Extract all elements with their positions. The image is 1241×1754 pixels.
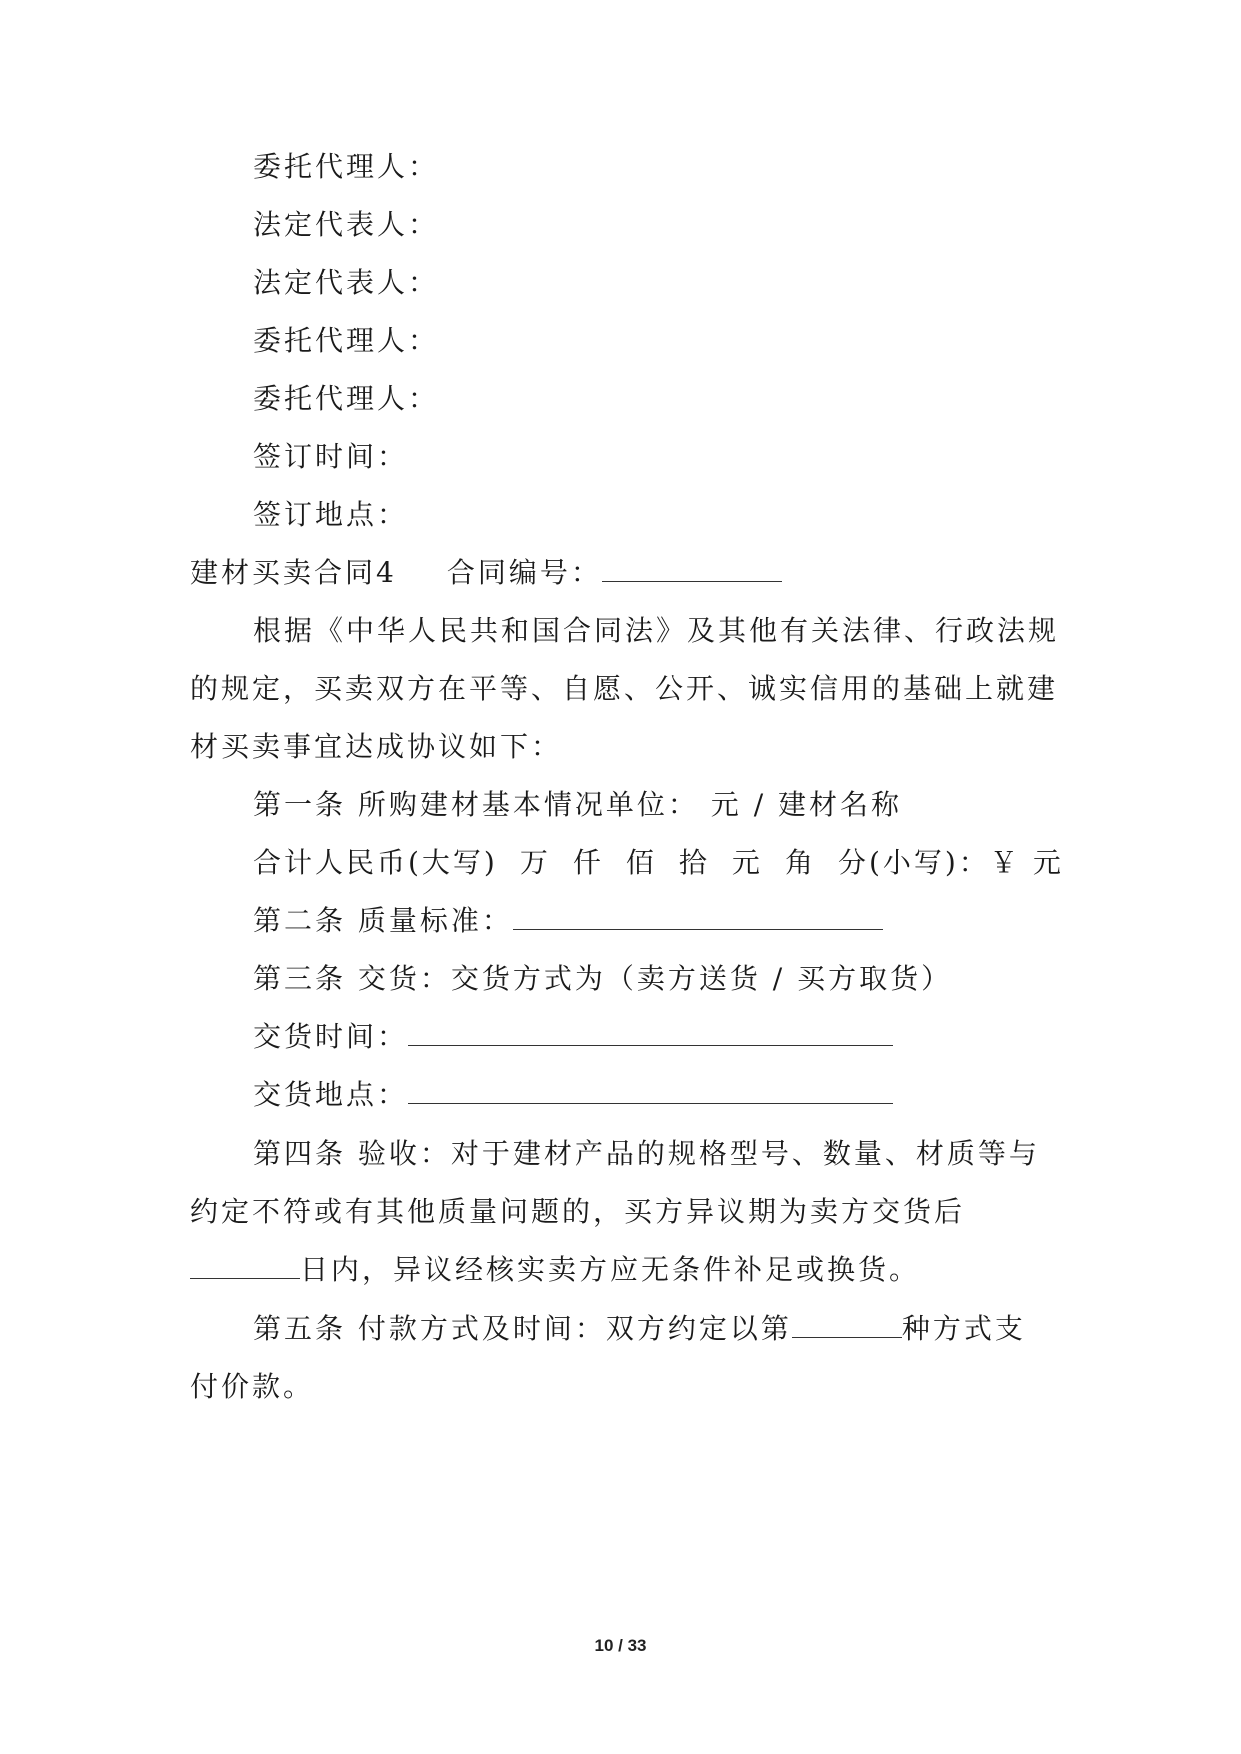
article-4-text-3: 日内，异议经核实卖方应无条件补足或换货。 <box>300 1253 921 1286</box>
article-1: 第一条 所购建材基本情况单位： 元 / 建材名称 <box>253 788 903 821</box>
article-4-line-3 <box>190 1250 920 1290</box>
delivery-time-label: 交货时间： <box>253 1020 409 1053</box>
objection-days-blank <box>190 1250 300 1279</box>
article-2-line <box>253 901 883 941</box>
quality-standard-blank <box>513 901 883 930</box>
article-5-text-a: 第五条 付款方式及时间：双方约定以第 <box>253 1312 792 1345</box>
unit-wan: 万 <box>519 846 551 879</box>
unit-qian: 仟 <box>572 846 604 879</box>
signing-time-line: 签订时间： <box>253 440 409 473</box>
legal-rep-line-2: 法定代表人： <box>253 266 440 299</box>
intro-line-3: 材买卖事宜达成协议如下： <box>190 730 563 763</box>
agent-line-1: 委托代理人： <box>253 150 440 183</box>
article-5-line-2: 付价款。 <box>190 1370 315 1403</box>
payment-method-blank <box>792 1309 902 1338</box>
total-amount-line <box>253 843 1064 883</box>
unit-shi: 拾 <box>678 846 710 879</box>
total-prefix: 合计人民币(大写) <box>253 846 498 879</box>
agent-line-3: 委托代理人： <box>253 382 440 415</box>
unit-bai: 佰 <box>625 846 657 879</box>
agent-line-2: 委托代理人： <box>253 324 440 357</box>
contract-title-line <box>190 553 782 593</box>
delivery-time-line <box>253 1017 893 1057</box>
total-end: 元 <box>1032 846 1064 879</box>
article-5-line-1 <box>253 1309 1026 1349</box>
signing-place-line: 签订地点： <box>253 498 409 531</box>
intro-line-1: 根据《中华人民共和国合同法》及其他有关法律、行政法规 <box>253 614 1060 647</box>
article-3: 第三条 交货：交货方式为（卖方送货 / 买方取货） <box>253 962 953 995</box>
delivery-place-blank <box>408 1075 893 1104</box>
contract-number-label: 合同编号： <box>446 556 602 589</box>
delivery-place-label: 交货地点： <box>253 1078 409 1111</box>
total-suffix: 分(小写)：￥ <box>837 846 1021 879</box>
legal-rep-line-1: 法定代表人： <box>253 208 440 241</box>
article-2: 第二条 质量标准： <box>253 904 513 937</box>
delivery-place-line <box>253 1075 893 1115</box>
unit-jiao: 角 <box>784 846 816 879</box>
page-number: 10 / 33 <box>594 1636 647 1655</box>
delivery-time-blank <box>408 1017 893 1046</box>
article-4-line-1: 第四条 验收：对于建材产品的规格型号、数量、材质等与 <box>253 1137 1040 1170</box>
article-4-line-2: 约定不符或有其他质量问题的，买方异议期为卖方交货后 <box>190 1195 966 1228</box>
unit-yuan: 元 <box>731 846 763 879</box>
intro-line-2: 的规定，买卖双方在平等、自愿、公开、诚实信用的基础上就建 <box>190 672 1059 705</box>
contract-title: 建材买卖合同4 <box>190 556 397 589</box>
article-5-text-b: 种方式支 <box>901 1312 1026 1345</box>
contract-number-blank <box>602 553 782 582</box>
